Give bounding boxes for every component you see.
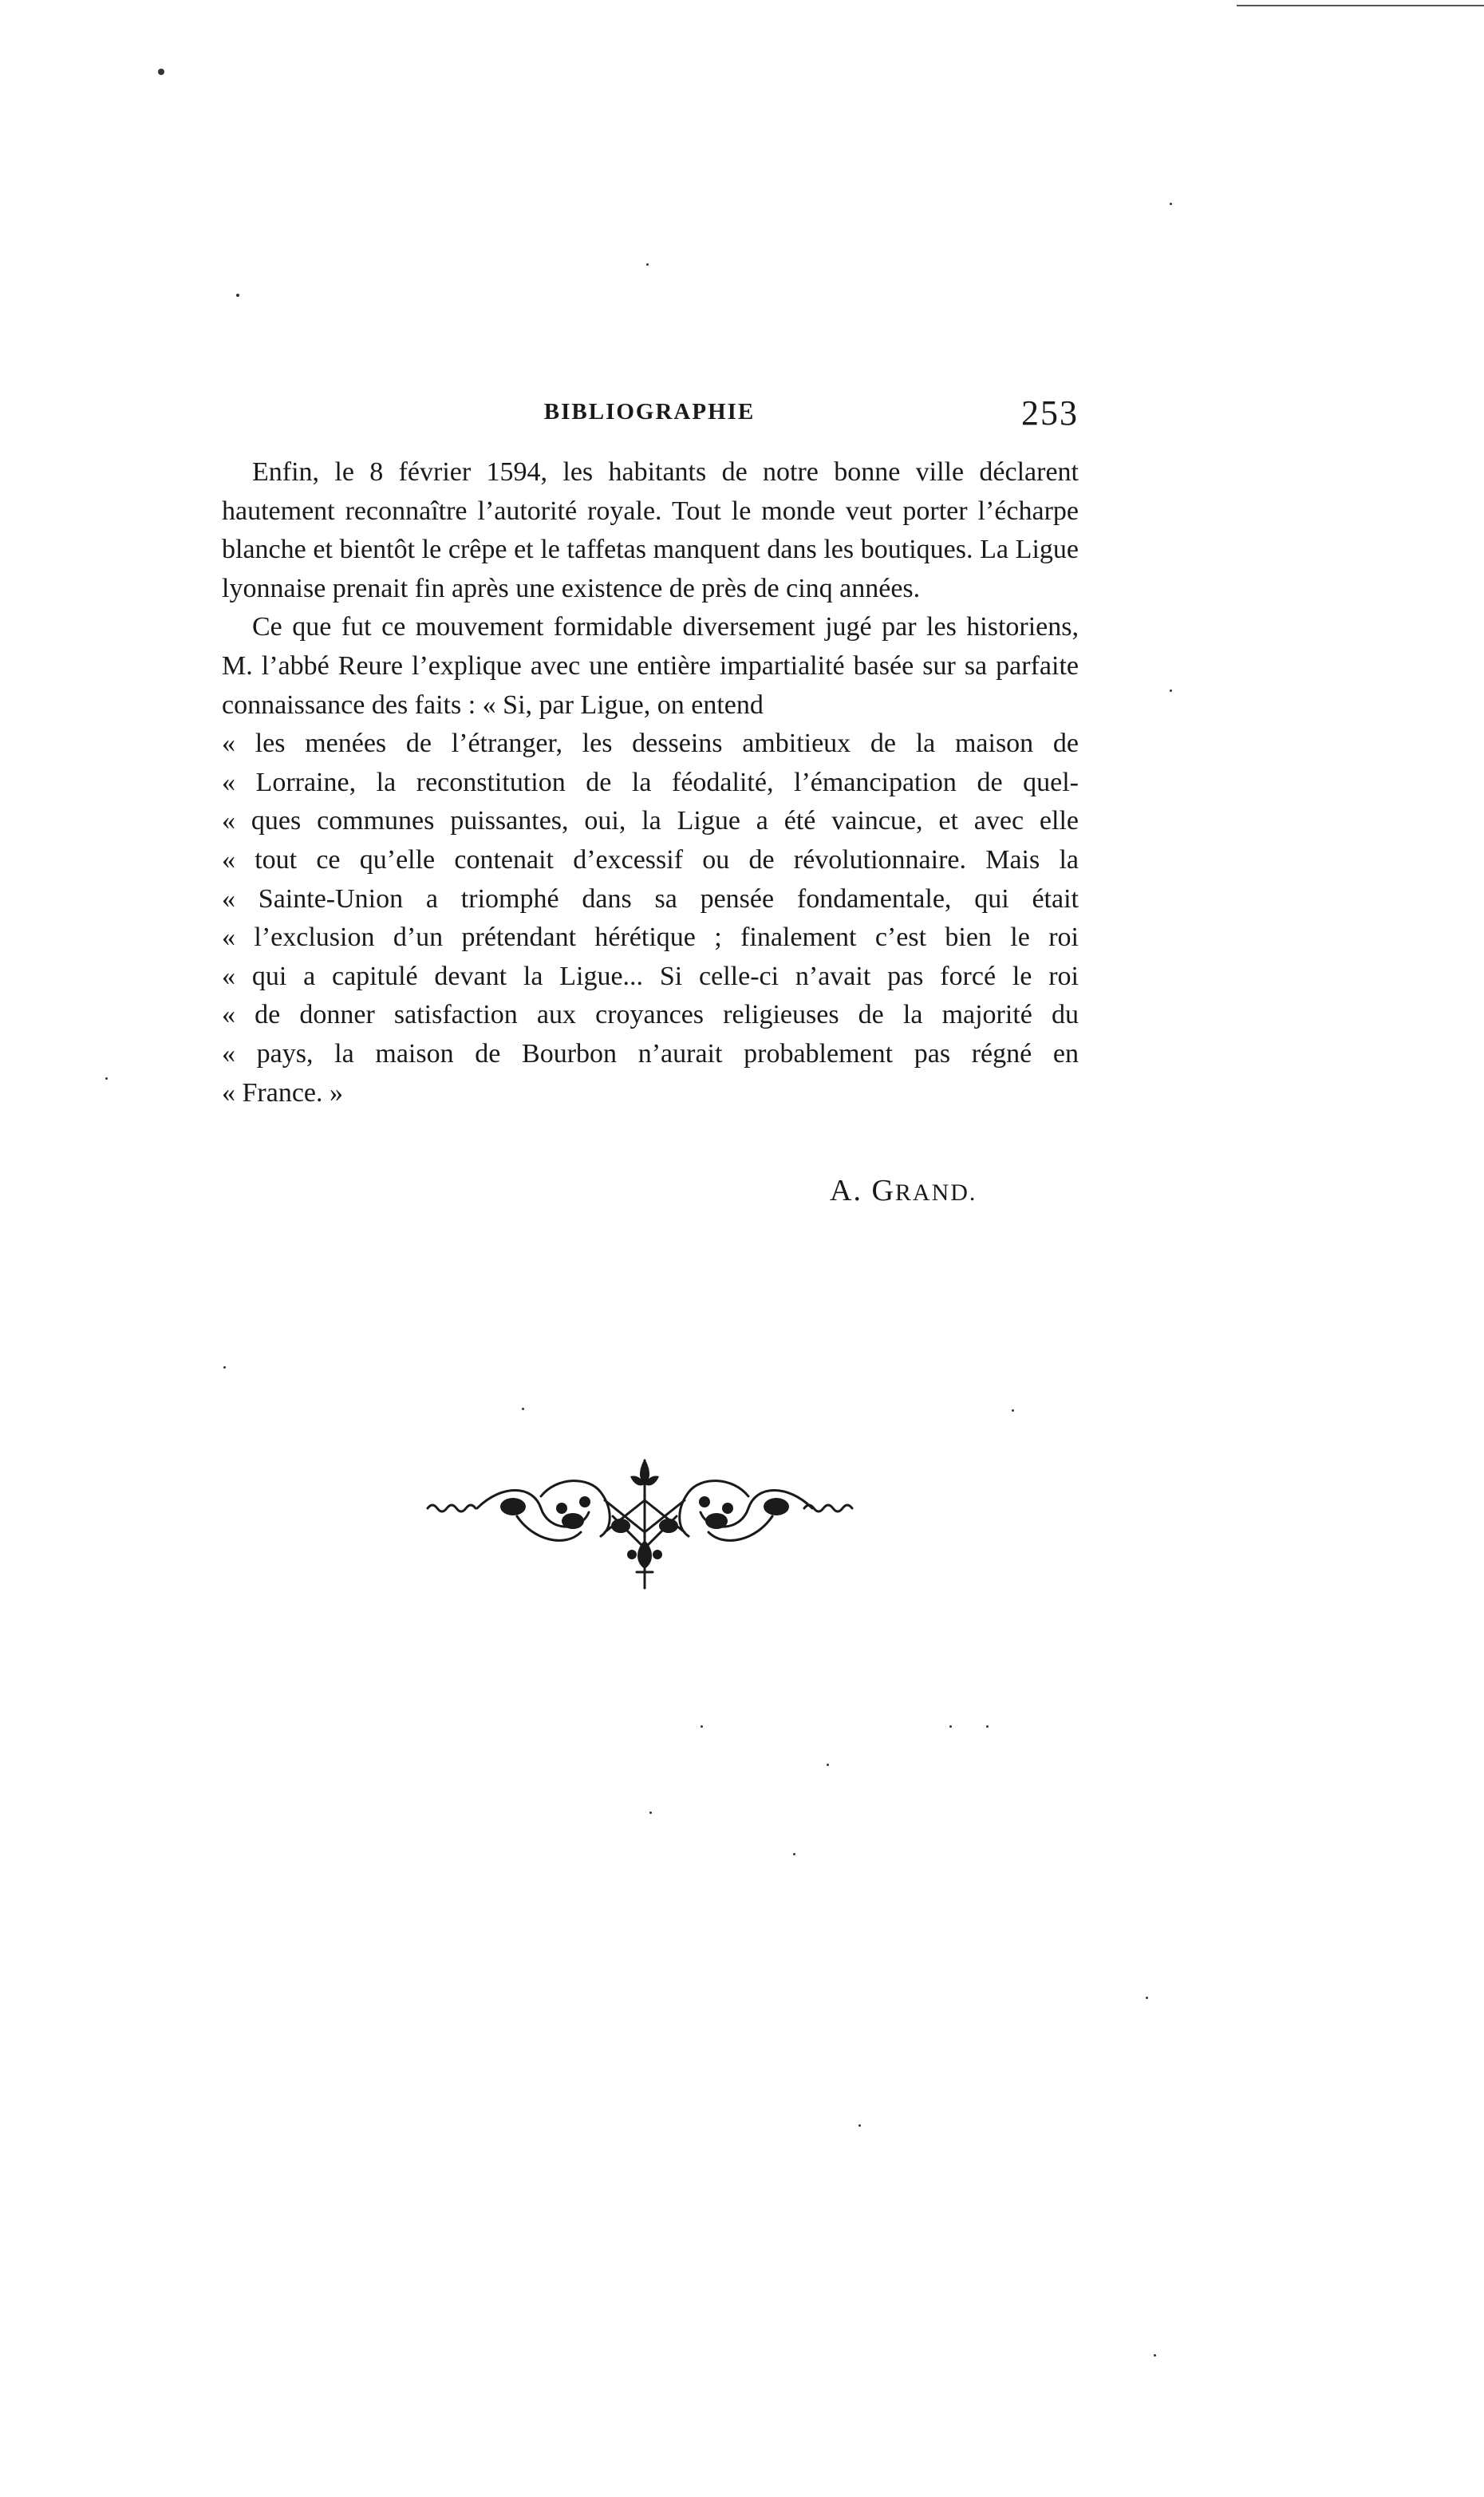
quote-line: « les menées de l’étranger, les desseins ambitieux de la maison de: [222, 729, 1079, 759]
quote-line: « qui a capitulé devant la Ligue... Si celle-ci n’avait pas forcé le roi: [222, 961, 1079, 991]
author-signature: [830, 1173, 977, 1208]
quote-line: « tout ce qu’elle contenait d’excessif ou de révolutionnaire. Mais la: [222, 844, 1079, 875]
scan-speck: [986, 1725, 989, 1728]
top-edge-rule: [1237, 5, 1484, 6]
scan-speck: [223, 1366, 226, 1369]
quote-line: « l’exclusion d’un prétendant hérétique ; finalement c’est bien le roi: [222, 923, 1079, 953]
scan-speck: [1154, 2354, 1156, 2357]
scan-speck: [793, 1853, 795, 1855]
quote-line: « de donner satisfaction aux croyances religieuses de la majorité du: [222, 1000, 1079, 1030]
running-title: BIBLIOGRAPHIE: [543, 399, 756, 425]
fleuron-ornament-icon: [421, 1452, 868, 1596]
scan-speck: [649, 1812, 652, 1814]
scan-speck: [949, 1725, 952, 1728]
quote-line: « pays, la maison de Bourbon n’aurait probablement pas régné en: [222, 1038, 1079, 1069]
scan-speck: [1146, 1997, 1148, 1999]
scan-speck: [158, 69, 164, 75]
page-number: 253: [1021, 393, 1079, 433]
scan-speck: [827, 1764, 829, 1766]
paragraph: Ce que fut ce mouvement formidable diversement jugé par les historiens, M. l’abbé Reure l’explique avec une entière impartialité basée sur sa parfaite connaissance des faits : « Si, par Ligue, on entend: [222, 612, 1079, 720]
scan-speck: [1170, 689, 1172, 692]
quotation: [222, 725, 1079, 1112]
quote-line: « Lorraine, la reconstitution de la féodalité, l’émancipation de quel-: [222, 767, 1079, 797]
quote-line: « France. »: [222, 1077, 344, 1108]
signature-surname: RAND.: [894, 1179, 977, 1206]
scan-speck: [236, 294, 239, 297]
scan-speck: [701, 1725, 703, 1728]
quote-line: « ques communes puissantes, oui, la Ligue a été vaincue, et avec elle: [222, 806, 1079, 836]
scan-speck: [522, 1408, 524, 1410]
scan-speck: [1012, 1409, 1014, 1412]
quote-line: « Sainte-Union a triomphé dans sa pensée fondamentale, qui était: [222, 883, 1079, 914]
page-header: [220, 393, 1079, 441]
scan-speck: [646, 263, 649, 266]
scan-speck: [105, 1077, 108, 1080]
scan-speck: [1170, 203, 1172, 205]
paragraph: Enfin, le 8 février 1594, les habitants de notre bonne ville déclarent hautement reconnaître l’autorité royale. Tout le monde veut porter l’écharpe blanche et bientôt le crêpe et le taffetas manquent dans les boutiques. La Ligue lyonnaise prenait fin après une existence de près de cinq années.: [222, 457, 1079, 603]
signature-initial: A. G: [830, 1174, 895, 1207]
scan-speck: [858, 2124, 861, 2127]
body-text: [222, 453, 1079, 1112]
